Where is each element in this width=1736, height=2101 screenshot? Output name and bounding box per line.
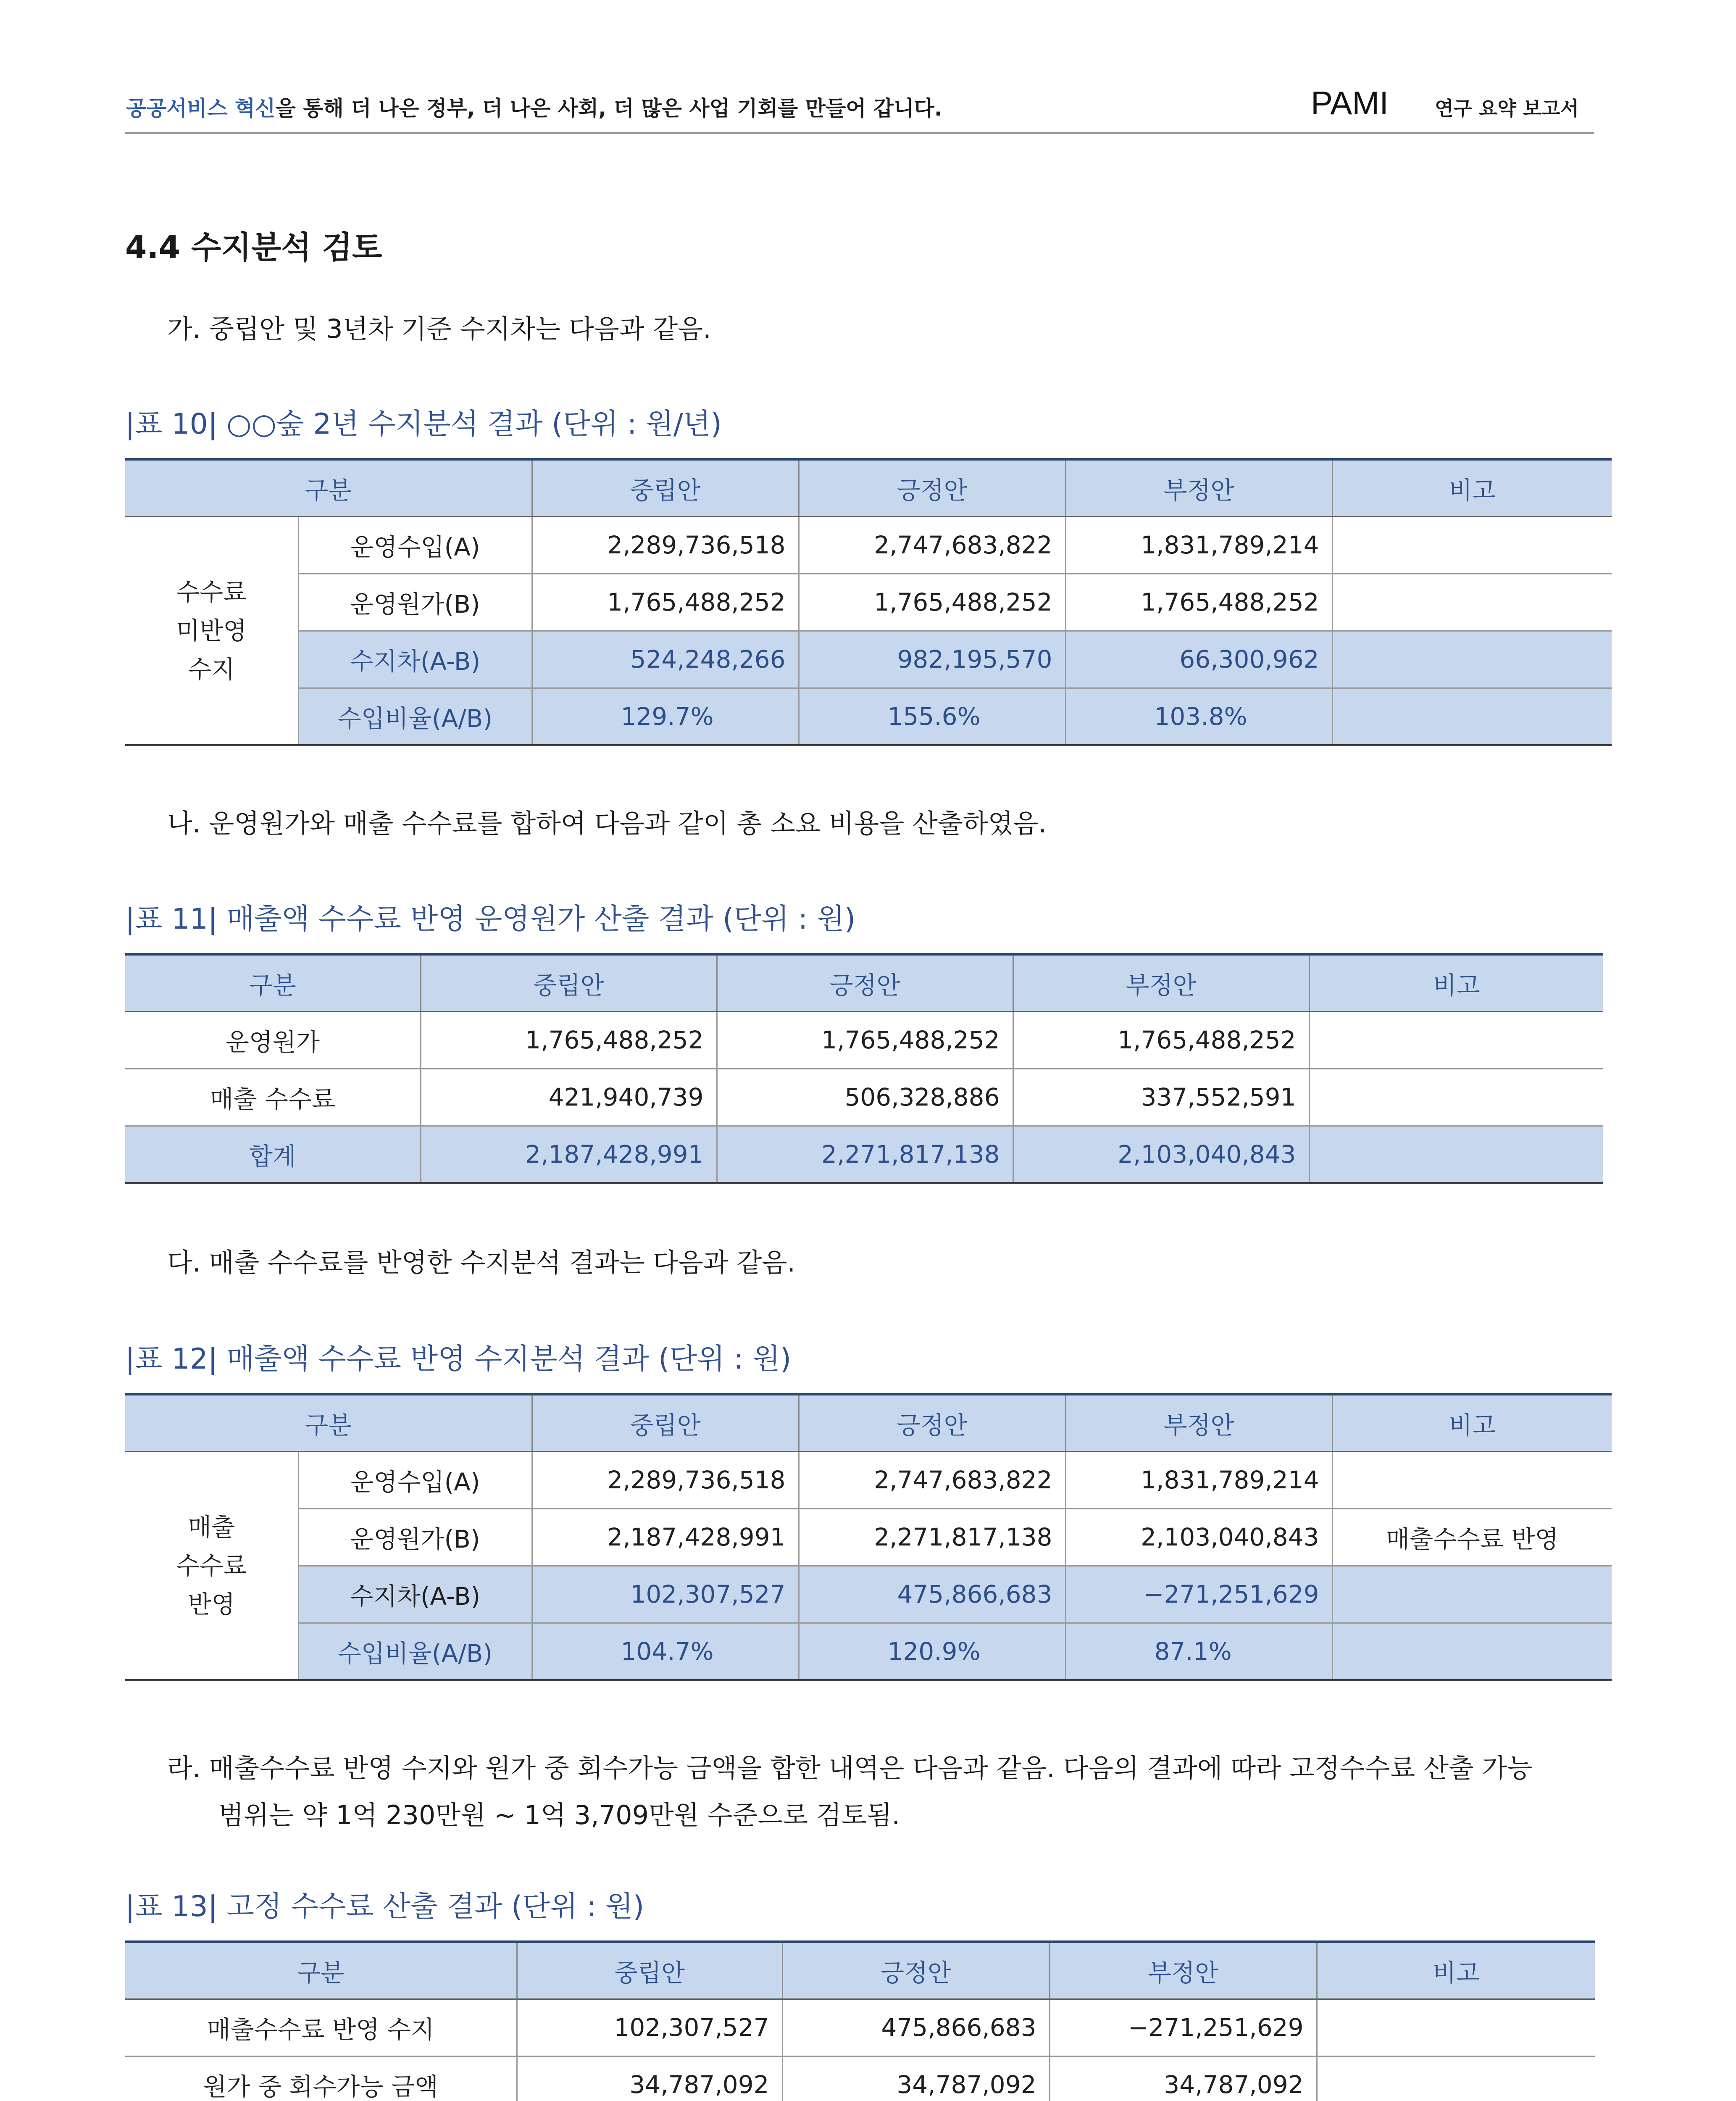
- table12-group-text: 매출 수수료 반영: [176, 1512, 247, 1619]
- cell-negative: 66,300,962: [1065, 631, 1332, 688]
- table-row: [125, 1011, 1603, 1069]
- cell-positive: 155.6%: [799, 688, 1065, 745]
- cell-negative: 1,831,789,214: [1065, 516, 1332, 574]
- cell-neutral: 104.7%: [532, 1623, 799, 1680]
- cell-neutral: 1,765,488,252: [421, 1011, 717, 1069]
- table13-header-gubun: 구분: [125, 1942, 517, 1999]
- cell-note: [1332, 574, 1612, 631]
- row-label: 운영원가: [125, 1011, 421, 1069]
- table12-header-negative: 부정안: [1065, 1394, 1332, 1451]
- table-row: [125, 516, 1612, 574]
- table11: [125, 953, 1603, 1184]
- row-label: 운영수입(A): [298, 1451, 532, 1509]
- table10-header-gubun: 구분: [125, 459, 532, 516]
- table12-header-positive: 긍정안: [799, 1394, 1065, 1451]
- row-label: 매출수수료 반영 수지: [125, 1999, 517, 2056]
- cell-note: 매출수수료 반영: [1332, 1509, 1612, 1566]
- cell-positive: 2,271,817,138: [717, 1126, 1013, 1183]
- table13-caption: |표 13| 고정 수수료 산출 결과 (단위 : 원): [125, 1890, 644, 1923]
- header-slogan-highlight: 공공서비스 혁신: [126, 96, 276, 121]
- table-row: [125, 688, 1612, 745]
- table13-header-note: 비고: [1317, 1942, 1595, 1999]
- row-label: 원가 중 회수가능 금액: [125, 2056, 517, 2101]
- cell-note: [1332, 631, 1612, 688]
- cell-positive: 506,328,886: [717, 1069, 1013, 1126]
- table12-header-gubun: 구분: [125, 1394, 532, 1451]
- table12: [125, 1393, 1612, 1681]
- cell-positive: 1,765,488,252: [717, 1011, 1013, 1069]
- cell-note: [1332, 1451, 1612, 1509]
- row-label: 수지차(A-B): [298, 1566, 532, 1623]
- cell-neutral: 1,765,488,252: [532, 574, 799, 631]
- cell-positive: 1,765,488,252: [799, 574, 1065, 631]
- table12-caption: |표 12| 매출액 수수료 반영 수지분석 결과 (단위 : 원): [125, 1343, 792, 1376]
- table13: [125, 1940, 1595, 2101]
- table11-caption: |표 11| 매출액 수수료 반영 운영원가 산출 결과 (단위 : 원): [125, 903, 856, 936]
- cell-positive: 2,747,683,822: [799, 516, 1065, 574]
- table-row: [125, 1509, 1612, 1566]
- header-slogan-rest: 을 통해 더 나은 정부, 더 나은 사회, 더 많은 사업 기회를 만들어 갑니다.: [275, 96, 942, 121]
- table10-header-negative: 부정안: [1065, 459, 1332, 516]
- cell-neutral: 102,307,527: [532, 1566, 799, 1623]
- table11-header-positive: 긍정안: [717, 954, 1013, 1011]
- cell-negative: 1,831,789,214: [1065, 1451, 1332, 1509]
- cell-neutral: 2,289,736,518: [532, 1451, 799, 1509]
- table-row: [125, 2056, 1595, 2101]
- table-row: [125, 1999, 1595, 2056]
- table10: [125, 458, 1612, 746]
- cell-negative: 2,103,040,843: [1013, 1126, 1309, 1183]
- cell-negative: −271,251,629: [1049, 1999, 1317, 2056]
- table10-caption: |표 10| ○○숲 2년 수지분석 결과 (단위 : 원/년): [125, 408, 722, 441]
- header-slogan: [126, 92, 942, 122]
- table13-header-positive: 긍정안: [782, 1942, 1049, 1999]
- cell-note: [1332, 688, 1612, 745]
- cell-positive: 475,866,683: [782, 1999, 1049, 2056]
- table-row: [125, 1069, 1603, 1126]
- cell-positive: 34,787,092: [782, 2056, 1049, 2101]
- row-label: 운영수입(A): [298, 516, 532, 574]
- cell-neutral: 2,289,736,518: [532, 516, 799, 574]
- cell-neutral: 421,940,739: [421, 1069, 717, 1126]
- header-brand: PAMI: [1311, 84, 1389, 121]
- cell-negative: 34,787,092: [1049, 2056, 1317, 2101]
- row-label: 매출 수수료: [125, 1069, 421, 1126]
- cell-note: [1332, 516, 1612, 574]
- table-row: [125, 574, 1612, 631]
- cell-positive: 982,195,570: [799, 631, 1065, 688]
- paragraph-ra-line1: 라. 매출수수료 반영 수지와 원가 중 회수가능 금액을 합한 내역은 다음과 같음. 다음의 결과에 따라 고정수수료 산출 가능: [167, 1753, 1533, 1783]
- table13-header-negative: 부정안: [1049, 1942, 1317, 1999]
- table11-header-neutral: 중립안: [421, 954, 717, 1011]
- cell-neutral: 2,187,428,991: [421, 1126, 717, 1183]
- paragraph-na: 나. 운영원가와 매출 수수료를 합하여 다음과 같이 총 소요 비용을 산출하였음.: [167, 808, 1047, 839]
- table10-header-note: 비고: [1332, 459, 1612, 516]
- header-divider: [125, 132, 1594, 134]
- table13-header-neutral: 중립안: [517, 1942, 782, 1999]
- cell-negative: 87.1%: [1065, 1623, 1332, 1680]
- cell-negative: −271,251,629: [1065, 1566, 1332, 1623]
- section-title: 4.4 수지분석 검토: [125, 229, 382, 266]
- cell-neutral: 34,787,092: [517, 2056, 782, 2101]
- paragraph-ga: 가. 중립안 및 3년차 기준 수지차는 다음과 같음.: [167, 313, 711, 344]
- cell-note: [1332, 1623, 1612, 1680]
- table10-group-label: [125, 516, 298, 745]
- table10-group-text: 수수료 미반영 수지: [176, 577, 247, 684]
- cell-positive: 2,271,817,138: [799, 1509, 1065, 1566]
- table12-group-label: [125, 1451, 298, 1680]
- cell-note: [1317, 2056, 1595, 2101]
- row-label: 수지차(A-B): [298, 631, 532, 688]
- table12-header-neutral: 중립안: [532, 1394, 799, 1451]
- cell-positive: 2,747,683,822: [799, 1451, 1065, 1509]
- cell-note: [1332, 1566, 1612, 1623]
- cell-note: [1309, 1069, 1603, 1126]
- cell-note: [1317, 1999, 1595, 2056]
- table11-header-gubun: 구분: [125, 954, 421, 1011]
- table-row: [125, 1451, 1612, 1509]
- cell-negative: 1,765,488,252: [1013, 1011, 1309, 1069]
- table10-header-neutral: 중립안: [532, 459, 799, 516]
- cell-negative: 337,552,591: [1013, 1069, 1309, 1126]
- row-label: 수입비율(A/B): [298, 688, 532, 745]
- row-label: 수입비율(A/B): [298, 1623, 532, 1680]
- paragraph-ra-line2: 범위는 약 1억 230만원 ~ 1억 3,709만원 수준으로 검토됨.: [218, 1800, 900, 1830]
- cell-note: [1309, 1011, 1603, 1069]
- paragraph-da: 다. 매출 수수료를 반영한 수지분석 결과는 다음과 같음.: [167, 1247, 795, 1278]
- row-label: 운영원가(B): [298, 1509, 532, 1566]
- cell-positive: 475,866,683: [799, 1566, 1065, 1623]
- row-label: 합계: [125, 1126, 421, 1183]
- cell-note: [1309, 1126, 1603, 1183]
- cell-neutral: 524,248,266: [532, 631, 799, 688]
- cell-negative: 1,765,488,252: [1065, 574, 1332, 631]
- table10-header-positive: 긍정안: [799, 459, 1065, 516]
- table12-header-note: 비고: [1332, 1394, 1612, 1451]
- table-row: [125, 1566, 1612, 1623]
- cell-neutral: 2,187,428,991: [532, 1509, 799, 1566]
- cell-neutral: 102,307,527: [517, 1999, 782, 2056]
- table-row: [125, 1126, 1603, 1183]
- cell-negative: 103.8%: [1065, 688, 1332, 745]
- cell-positive: 120.9%: [799, 1623, 1065, 1680]
- table11-header-negative: 부정안: [1013, 954, 1309, 1011]
- table-row: [125, 1623, 1612, 1680]
- cell-negative: 2,103,040,843: [1065, 1509, 1332, 1566]
- table-row: [125, 631, 1612, 688]
- cell-neutral: 129.7%: [532, 688, 799, 745]
- header-report-type: 연구 요약 보고서: [1435, 97, 1579, 120]
- row-label: 운영원가(B): [298, 574, 532, 631]
- table11-header-note: 비고: [1309, 954, 1603, 1011]
